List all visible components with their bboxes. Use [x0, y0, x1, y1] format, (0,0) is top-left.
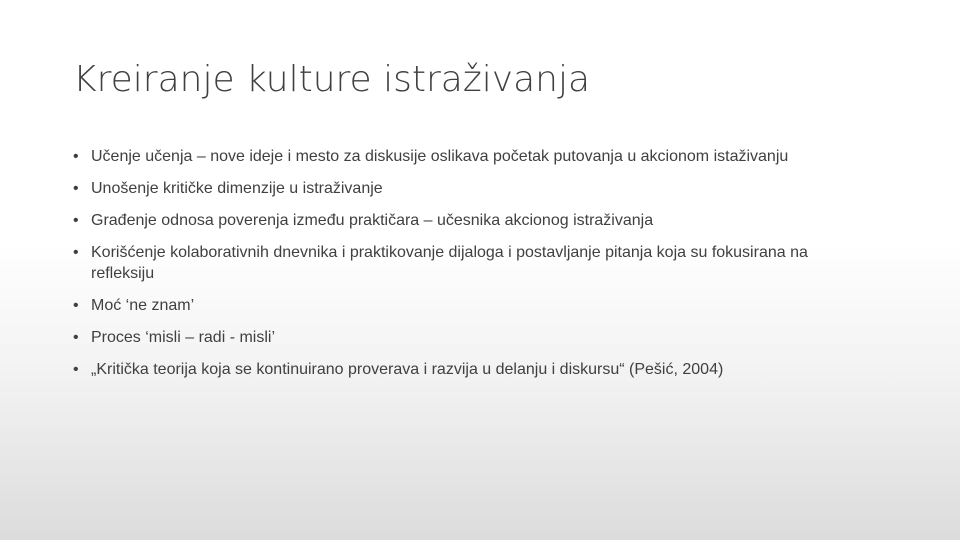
bullet-item: • Učenje učenja – nove ideje i mesto za diskusije oslikava početak putovanja u akcionom istaživanju	[73, 146, 913, 167]
slide-title: Kreiranje kulture istraživanja	[73, 59, 591, 100]
bullet-item: • Korišćenje kolaborativnih dnevnika i praktikovanje dijaloga i postavljanje pitanja koja su fokusirana na refleksiju	[73, 242, 831, 284]
bullet-item: • Građenje odnosa poverenja između praktičara – učesnika akcionog istraživanja	[73, 210, 913, 231]
bullet-item: • Moć ‘ne znam’	[73, 295, 913, 316]
bullet-item: • Proces ‘misli – radi - misli’	[73, 327, 913, 348]
bullet-item: • Unošenje kritičke dimenzije u istraživanje	[73, 178, 913, 199]
bullet-item: • „Kritička teorija koja se kontinuirano proverava i razvija u delanju i diskursu“ (Pešić, 2004)	[73, 359, 913, 380]
bullet-list	[73, 146, 913, 380]
